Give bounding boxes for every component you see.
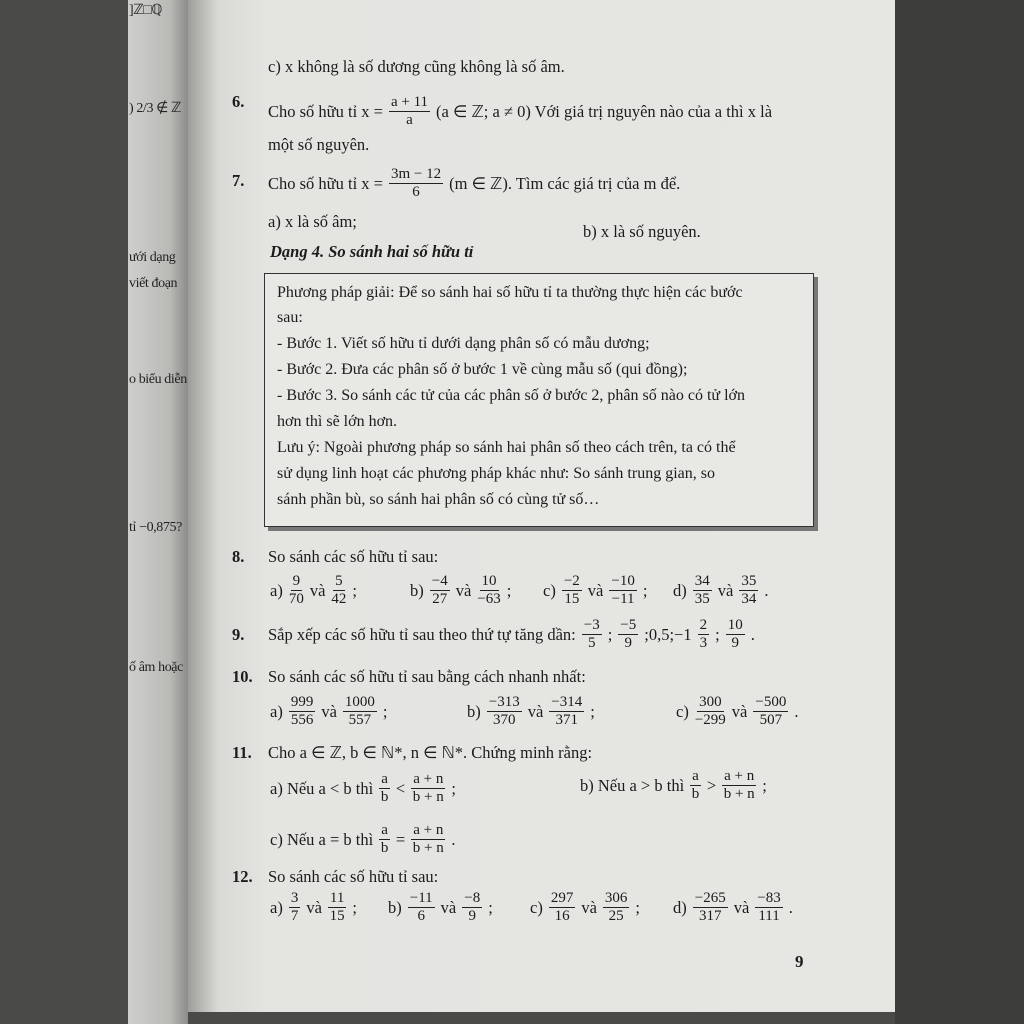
text: và xyxy=(731,701,748,721)
fraction: $\frac{a}{b}$ xyxy=(691,768,700,802)
text: và xyxy=(321,701,337,721)
comparison-item: a) $\frac{3}{7}$ và $\frac{11}{15}$ ; xyxy=(270,890,357,924)
fraction: $\frac{a}{b}$ xyxy=(380,771,389,805)
fraction: $\frac{-3}{5}$ xyxy=(583,617,600,651)
fraction: $\frac{297}{16}$ xyxy=(550,890,574,924)
fraction: $\frac{2}{3}$ xyxy=(699,617,708,651)
left-page-text: o biểu diễn xyxy=(129,372,187,387)
problem-11: Cho a ∈ ℤ, b ∈ ℕ*, n ∈ ℕ*. Chứng minh rằng: xyxy=(268,743,593,762)
fraction: $\frac{10}{-63}$ xyxy=(477,573,501,607)
fraction: $\frac{-265}{317}$ xyxy=(694,890,726,924)
fraction: $\frac{-11}{6}$ xyxy=(409,890,433,924)
problem-9: Sắp xếp các số hữu tỉ sau theo thứ tự tăng dần: $\frac{-3}{5}$ ; $\frac{-5}{9}$ ;0,5;−1 $\frac{2}{3}$ ; $\frac{10}{9}$ . xyxy=(268,617,755,651)
method-line: sử dụng linh hoạt các phương pháp khác như: So sánh trung gian, so xyxy=(277,465,715,482)
text: và xyxy=(717,580,734,600)
problem-6 xyxy=(268,94,772,129)
fraction: $\frac{-500}{507}$ xyxy=(755,694,787,728)
problem-number: 11. xyxy=(232,743,252,762)
text: (a ∈ ℤ; a ≠ 0) Với giá trị nguyên nào của a thì x là xyxy=(436,101,773,121)
problem-7 xyxy=(268,166,680,201)
page-number: 9 xyxy=(795,952,804,971)
fraction: $\frac{-8}{9}$ xyxy=(464,890,481,924)
fraction: $\frac{3m - 12}{6}$ xyxy=(390,166,442,200)
fraction: $\frac{a + n}{b + n}$ xyxy=(412,771,444,805)
comparison-item: d) $\frac{-265}{317}$ và $\frac{-83}{111}$ . xyxy=(673,890,793,924)
fraction: $\frac{-2}{15}$ xyxy=(563,573,580,607)
fraction: $\frac{35}{34}$ xyxy=(741,573,757,607)
adjacent-left-page xyxy=(128,0,188,1024)
problem-11b: b) Nếu a > b thì $\frac{a}{b}$ > $\frac{a + n}{b + n}$ ; xyxy=(580,768,767,802)
text: a) Nếu a < b thì xyxy=(270,778,374,798)
item-label: a) xyxy=(270,580,283,600)
left-page-text: viết đoạn xyxy=(129,276,178,291)
operator: < xyxy=(395,778,406,798)
fraction: $\frac{-5}{9}$ xyxy=(620,617,637,651)
problem-7b: b) x là số nguyên. xyxy=(583,222,701,241)
section-heading: Dạng 4. So sánh hai số hữu tỉ xyxy=(270,242,474,261)
problem-11c: c) Nếu a = b thì $\frac{a}{b}$ = $\frac{a + n}{b + n}$ . xyxy=(270,822,456,856)
method-line: sau: xyxy=(277,309,303,326)
item-label: a) xyxy=(270,701,283,721)
comparison-item: c) $\frac{300}{-299}$ và $\frac{-500}{507}$ . xyxy=(676,694,799,728)
left-page-text: ]ℤ□ℚ xyxy=(129,3,162,18)
problem-5c: c) x không là số dương cũng không là số âm. xyxy=(268,57,565,76)
item-label: b) xyxy=(410,580,424,600)
fraction: $\frac{-4}{27}$ xyxy=(431,573,448,607)
fraction: $\frac{300}{-299}$ xyxy=(694,694,726,728)
method-line: hơn thì sẽ lớn hơn. xyxy=(277,413,398,430)
problem-12: So sánh các số hữu tỉ sau: xyxy=(268,867,439,886)
fraction: $\frac{a + n}{b + n}$ xyxy=(412,822,444,856)
fraction: $\frac{3}{7}$ xyxy=(290,890,299,924)
fraction: $\frac{306}{25}$ xyxy=(604,890,628,924)
fraction: $\frac{-83}{111}$ xyxy=(757,890,781,924)
problem-number: 10. xyxy=(232,667,253,686)
left-page-text: ố âm hoặc xyxy=(129,660,183,675)
item-label: a) xyxy=(270,897,283,917)
comparison-item: b) $\frac{-313}{370}$ và $\frac{-314}{371}$ ; xyxy=(467,694,595,728)
fraction: $\frac{a + 11}{a}$ xyxy=(390,94,429,128)
method-line: Phương pháp giải: Để so sánh hai số hữu tỉ ta thường thực hiện các bước xyxy=(277,284,743,301)
fraction: $\frac{34}{35}$ xyxy=(694,573,710,607)
text: ;0,5;−1 xyxy=(644,624,692,644)
problem-7a: a) x là số âm; xyxy=(268,212,357,231)
fraction: $\frac{-313}{370}$ xyxy=(488,694,520,728)
item-label: d) xyxy=(673,897,687,917)
fraction: $\frac{9}{70}$ xyxy=(288,573,304,607)
method-line: - Bước 1. Viết số hữu tỉ dưới dạng phân số có mẫu dương; xyxy=(277,335,650,352)
left-page-text: ) 2/3 ∉ ℤ xyxy=(129,101,182,116)
fraction: $\frac{1000}{557}$ xyxy=(344,694,375,728)
text: (m ∈ ℤ). Tìm các giá trị của m để. xyxy=(449,173,681,193)
problem-number: 7. xyxy=(232,171,245,190)
method-line: - Bước 3. So sánh các tử của các phân số ở bước 2, phân số nào có tử lớn xyxy=(277,387,745,404)
item-label: c) xyxy=(543,580,556,600)
text: b) Nếu a > b thì xyxy=(580,775,685,795)
left-page-text: tỉ −0,875? xyxy=(129,520,182,535)
fraction: $\frac{11}{15}$ xyxy=(329,890,345,924)
fraction: $\frac{5}{42}$ xyxy=(331,573,347,607)
method-line: Lưu ý: Ngoài phương pháp so sánh hai phân số theo cách trên, ta có thể xyxy=(277,439,736,456)
comparison-item: b) $\frac{-4}{27}$ và $\frac{10}{-63}$ ; xyxy=(410,573,512,607)
item-label: b) xyxy=(467,701,481,721)
problem-8: So sánh các số hữu tỉ sau: xyxy=(268,547,439,566)
text: và xyxy=(527,701,544,721)
comparison-item: b) $\frac{-11}{6}$ và $\frac{-8}{9}$ ; xyxy=(388,890,493,924)
method-line: sánh phần bù, so sánh hai phân số có cùng tử số… xyxy=(277,491,600,508)
text: và xyxy=(733,897,750,917)
problem-number: 9. xyxy=(232,625,245,644)
fraction: $\frac{-314}{371}$ xyxy=(551,694,583,728)
left-page-text: ưới dạng xyxy=(129,250,176,265)
problem-10: So sánh các số hữu tỉ sau bằng cách nhanh nhất: xyxy=(268,667,586,686)
problem-number: 12. xyxy=(232,867,253,886)
method-line: - Bước 2. Đưa các phân số ở bước 1 về cùng mẫu số (qui đồng); xyxy=(277,361,688,378)
text: và xyxy=(581,897,597,917)
fraction: $\frac{a + n}{b + n}$ xyxy=(723,768,755,802)
operator: = xyxy=(395,829,406,849)
comparison-item: c) $\frac{297}{16}$ và $\frac{306}{25}$ ; xyxy=(530,890,640,924)
text: Cho số hữu tỉ x = xyxy=(268,101,383,121)
text: và xyxy=(440,897,457,917)
text: Sắp xếp các số hữu tỉ sau theo thứ tự tăng dần: xyxy=(268,624,576,644)
problem-number: 6. xyxy=(232,92,245,111)
comparison-item: d) $\frac{34}{35}$ và $\frac{35}{34}$ . xyxy=(673,573,769,607)
background xyxy=(895,0,1024,1024)
fraction: $\frac{999}{556}$ xyxy=(290,694,314,728)
text: Cho số hữu tỉ x = xyxy=(268,173,383,193)
item-label: c) xyxy=(676,701,689,721)
text: và xyxy=(309,580,326,600)
text: c) Nếu a = b thì xyxy=(270,829,374,849)
item-label: b) xyxy=(388,897,402,917)
problem-number: 8. xyxy=(232,547,245,566)
problem-6-line2: một số nguyên. xyxy=(268,135,370,154)
comparison-item: a) $\frac{999}{556}$ và $\frac{1000}{557}$ ; xyxy=(270,694,388,728)
comparison-item: a) $\frac{9}{70}$ và $\frac{5}{42}$ ; xyxy=(270,573,357,607)
item-label: c) xyxy=(530,897,543,917)
item-label: d) xyxy=(673,580,687,600)
fraction: $\frac{10}{9}$ xyxy=(727,617,743,651)
text: và xyxy=(306,897,322,917)
method-box xyxy=(264,273,814,527)
fraction: $\frac{-10}{-11}$ xyxy=(611,573,635,607)
operator: > xyxy=(706,775,717,795)
problem-11a: a) Nếu a < b thì $\frac{a}{b}$ < $\frac{a + n}{b + n}$ ; xyxy=(270,771,456,805)
comparison-item: c) $\frac{-2}{15}$ và $\frac{-10}{-11}$ ; xyxy=(543,573,648,607)
text: và xyxy=(587,580,604,600)
text: và xyxy=(455,580,472,600)
fraction: $\frac{a}{b}$ xyxy=(380,822,389,856)
